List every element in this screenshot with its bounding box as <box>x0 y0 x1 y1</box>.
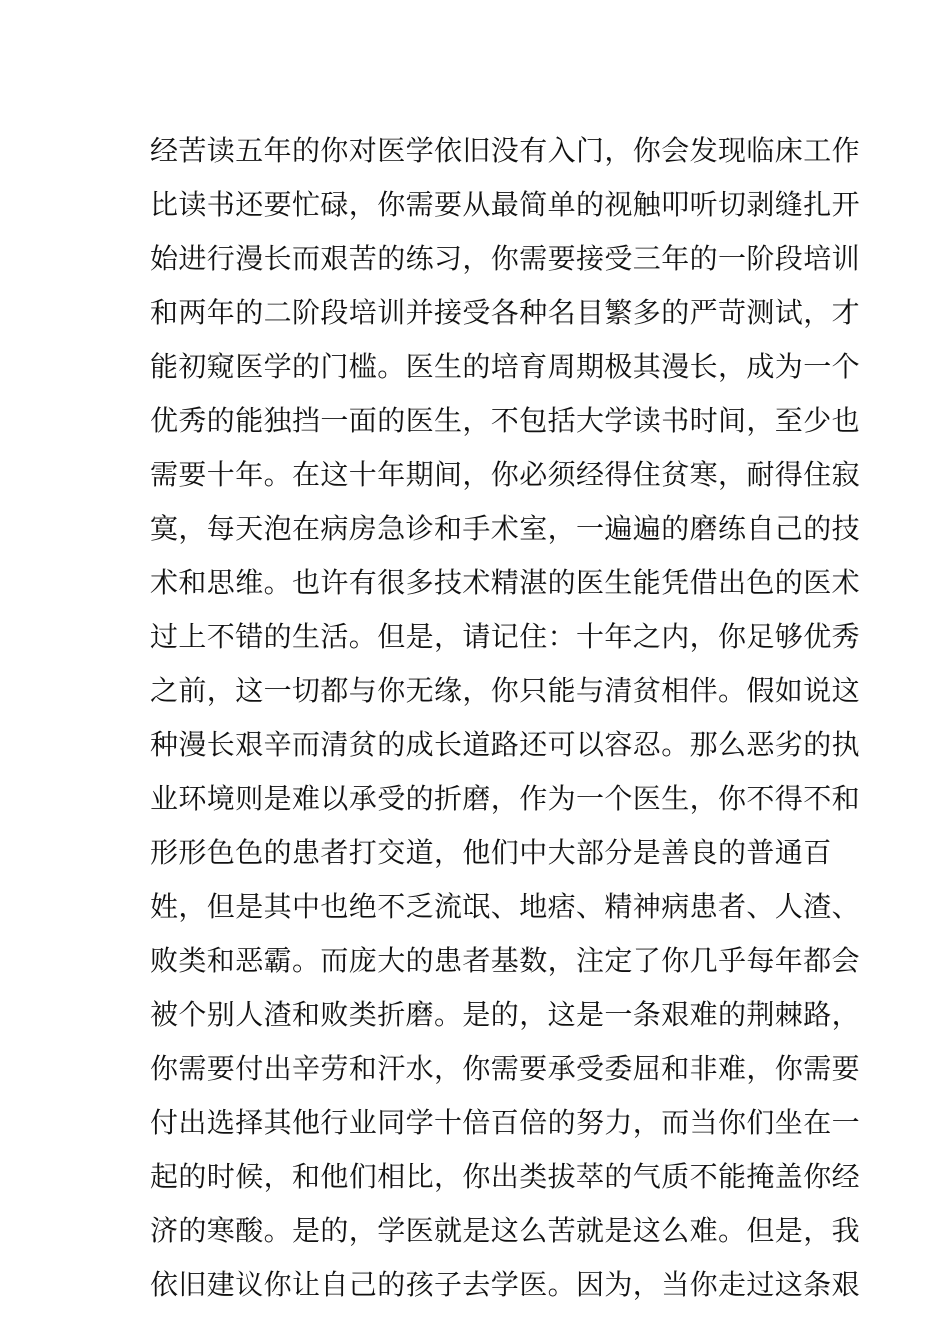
body-text <box>150 124 861 1312</box>
text-line: 需要十年。在这十年期间，你必须经得住贫寒，耐得住寂 <box>150 458 861 491</box>
text-line: 术和思维。也许有很多技术精湛的医生能凭借出色的医术 <box>150 566 861 599</box>
text-line: 你需要付出辛劳和汗水，你需要承受委屈和非难，你需要 <box>150 1052 861 1085</box>
text-line: 经苦读五年的你对医学依旧没有入门，你会发现临床工作 <box>150 134 861 167</box>
text-line: 济的寒酸。是的，学医就是这么苦就是这么难。但是，我 <box>150 1214 861 1247</box>
text-line: 始进行漫长而艰苦的练习，你需要接受三年的一阶段培训 <box>150 242 861 275</box>
text-line: 业环境则是难以承受的折磨，作为一个医生，你不得不和 <box>150 782 861 815</box>
text-line: 种漫长艰辛而清贫的成长道路还可以容忍。那么恶劣的执 <box>150 728 861 761</box>
text-line: 和两年的二阶段培训并接受各种名目繁多的严苛测试，才 <box>150 296 861 329</box>
text-line: 依旧建议你让自己的孩子去学医。因为，当你走过这条艰 <box>150 1268 861 1301</box>
text-line: 形形色色的患者打交道，他们中大部分是善良的普通百 <box>150 836 832 869</box>
text-line: 败类和恶霸。而庞大的患者基数，注定了你几乎每年都会 <box>150 944 861 977</box>
text-line: 起的时候，和他们相比，你出类拔萃的气质不能掩盖你经 <box>150 1160 861 1193</box>
text-line: 寞，每天泡在病房急诊和手术室，一遍遍的磨练自己的技 <box>150 512 861 545</box>
text-line: 之前，这一切都与你无缘，你只能与清贫相伴。假如说这 <box>150 674 861 707</box>
text-line: 比读书还要忙碌，你需要从最简单的视触叩听切剥缝扎开 <box>150 188 861 221</box>
text-line: 优秀的能独挡一面的医生，不包括大学读书时间，至少也 <box>150 404 861 437</box>
text-line: 能初窥医学的门槛。医生的培育周期极其漫长，成为一个 <box>150 350 861 383</box>
text-line: 被个别人渣和败类折磨。是的，这是一条艰难的荆棘路， <box>150 998 861 1031</box>
text-line: 过上不错的生活。但是，请记住：十年之内，你足够优秀 <box>150 620 861 653</box>
text-line: 付出选择其他行业同学十倍百倍的努力，而当你们坐在一 <box>150 1106 861 1139</box>
text-line: 姓，但是其中也绝不乏流氓、地痞、精神病患者、人渣、 <box>150 890 861 923</box>
